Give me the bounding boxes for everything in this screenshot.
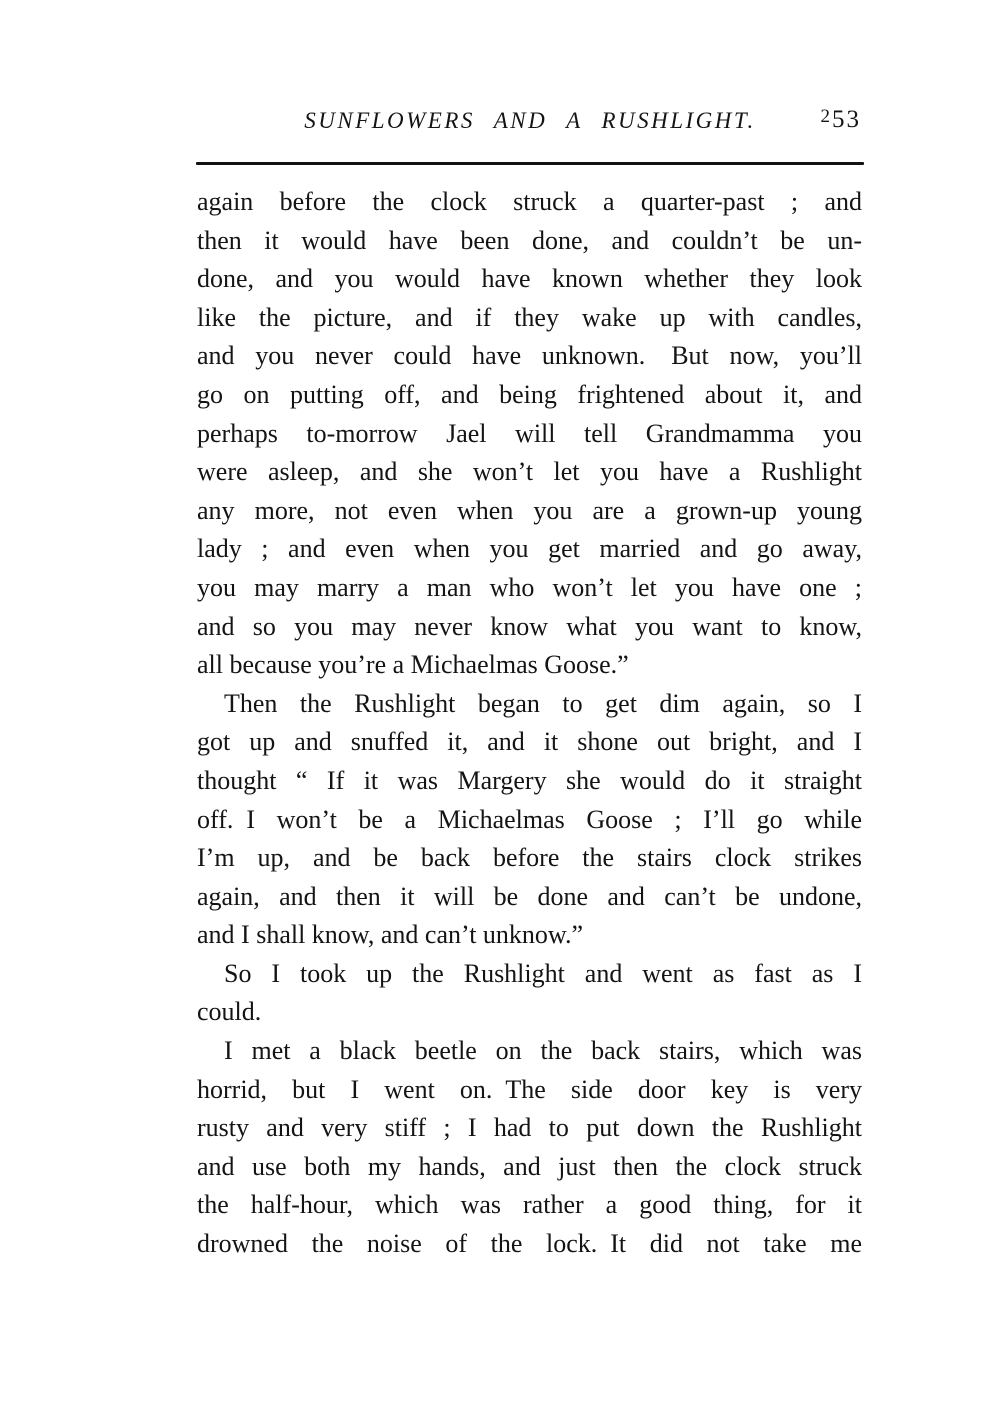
paragraph bbox=[197, 955, 862, 1032]
text-line: again before the clock struck a quarter-past ; and bbox=[197, 187, 862, 216]
text-block bbox=[197, 183, 862, 1264]
text-line: I’m up, and be back before the stairs clock strikes bbox=[197, 843, 862, 873]
text-line: then it would have been done, and couldn’t be un- bbox=[197, 225, 862, 255]
text-line: the half-hour, which was rather a good thing, for it bbox=[197, 1190, 862, 1220]
text-line: you may marry a man who won’t let you have one ; bbox=[197, 572, 862, 602]
text-line: got up and snuffed it, and it shone out bright, and I bbox=[197, 727, 862, 757]
text-line: lady ; and even when you get married and go away, bbox=[197, 534, 862, 564]
text-line: go on putting off, and being frightened about it, and bbox=[197, 379, 862, 409]
text-line: and so you may never know what you want to know, bbox=[197, 611, 862, 641]
paragraph bbox=[197, 183, 862, 685]
text-line: horrid, but I went on. The side door key is very bbox=[197, 1074, 862, 1104]
text-line: again, and then it will be done and can’t be undone, bbox=[197, 881, 862, 911]
text-line: off. I won’t be a Michaelmas Goose ; I’ll go while bbox=[197, 804, 862, 834]
paragraph bbox=[197, 1032, 862, 1264]
text-line: So I took up the Rushlight and went as fast as I bbox=[224, 958, 862, 988]
text-line: and you never could have unknown. But now, you’ll bbox=[197, 341, 862, 371]
header-rule bbox=[196, 162, 864, 165]
running-head bbox=[197, 108, 863, 144]
page-number-digit: 2 bbox=[820, 106, 832, 127]
text-line: any more, not even when you are a grown-up young bbox=[197, 495, 862, 525]
text-line: thought “ If it was Margery she would do it straight bbox=[197, 765, 862, 795]
text-line: drowned the noise of the lock. It did not take me bbox=[197, 1229, 862, 1259]
text-line: rusty and very stiff ; I had to put down the Rushlight bbox=[197, 1113, 862, 1143]
text-line: could. bbox=[197, 997, 262, 1027]
text-line: were asleep, and she won’t let you have a Rushlight bbox=[197, 457, 862, 487]
text-line: and use both my hands, and just then the clock struck bbox=[197, 1151, 862, 1181]
text-line: and I shall know, and can’t unknow.” bbox=[197, 920, 584, 950]
text-line: like the picture, and if they wake up with candles, bbox=[197, 302, 862, 332]
page-number bbox=[821, 106, 862, 134]
running-head-title: SUNFLOWERS AND A RUSHLIGHT. bbox=[304, 108, 756, 133]
text-line: all because you’re a Michaelmas Goose.” bbox=[197, 650, 629, 680]
text-line: done, and you would have known whether they look bbox=[197, 264, 862, 294]
text-line: I met a black beetle on the back stairs, which was bbox=[224, 1036, 862, 1066]
page-number-digits: 53 bbox=[832, 106, 861, 133]
text-line: Then the Rushlight began to get dim again, so I bbox=[224, 688, 862, 718]
paragraph bbox=[197, 685, 862, 955]
text-line: perhaps to-morrow Jael will tell Grandmamma you bbox=[197, 418, 862, 448]
